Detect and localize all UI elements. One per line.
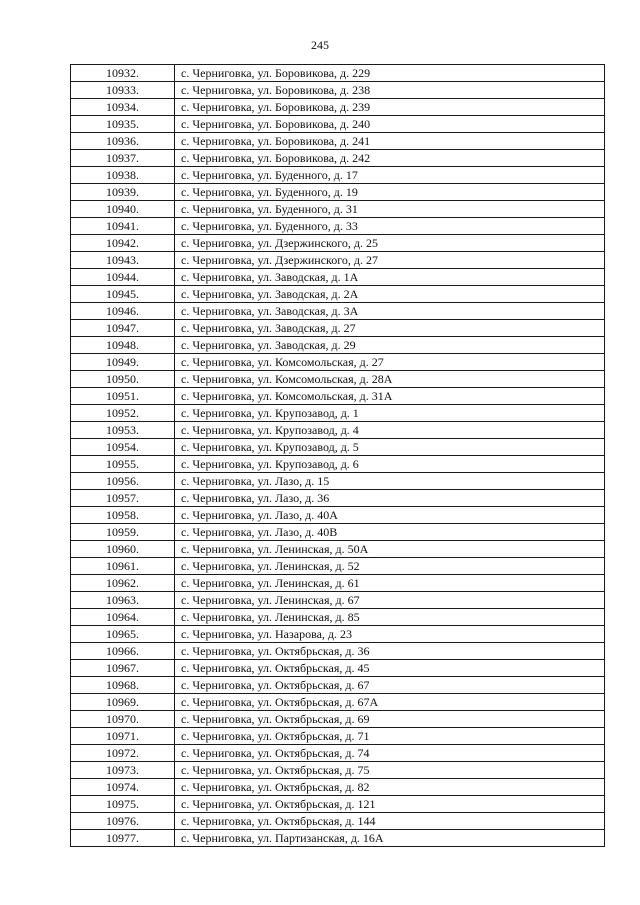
table-row <box>71 150 605 167</box>
row-number: 10967. <box>71 660 175 677</box>
table-row <box>71 252 605 269</box>
table-row <box>71 269 605 286</box>
table-row <box>71 677 605 694</box>
table-row <box>71 558 605 575</box>
row-number: 10965. <box>71 626 175 643</box>
row-address: с. Черниговка, ул. Октябрьская, д. 121 <box>175 796 605 813</box>
table-row <box>71 728 605 745</box>
row-number: 10953. <box>71 422 175 439</box>
row-address: с. Черниговка, ул. Буденного, д. 17 <box>175 167 605 184</box>
table-row <box>71 99 605 116</box>
row-address: с. Черниговка, ул. Комсомольская, д. 31А <box>175 388 605 405</box>
row-address: с. Черниговка, ул. Лазо, д. 15 <box>175 473 605 490</box>
row-number: 10971. <box>71 728 175 745</box>
table-row <box>71 405 605 422</box>
row-number: 10958. <box>71 507 175 524</box>
row-address: с. Черниговка, ул. Ленинская, д. 61 <box>175 575 605 592</box>
row-number: 10935. <box>71 116 175 133</box>
row-number: 10972. <box>71 745 175 762</box>
row-address: с. Черниговка, ул. Буденного, д. 31 <box>175 201 605 218</box>
row-address: с. Черниговка, ул. Дзержинского, д. 27 <box>175 252 605 269</box>
row-number: 10936. <box>71 133 175 150</box>
row-address: с. Черниговка, ул. Заводская, д. 1А <box>175 269 605 286</box>
row-address: с. Черниговка, ул. Октябрьская, д. 144 <box>175 813 605 830</box>
page-number: 245 <box>311 38 329 52</box>
row-address: с. Черниговка, ул. Лазо, д. 36 <box>175 490 605 507</box>
row-number: 10950. <box>71 371 175 388</box>
row-number: 10973. <box>71 762 175 779</box>
table-row <box>71 660 605 677</box>
table-row <box>71 371 605 388</box>
table-row <box>71 303 605 320</box>
row-number: 10942. <box>71 235 175 252</box>
row-address: с. Черниговка, ул. Октябрьская, д. 36 <box>175 643 605 660</box>
row-number: 10934. <box>71 99 175 116</box>
row-address: с. Черниговка, ул. Боровикова, д. 239 <box>175 99 605 116</box>
address-table <box>70 64 605 847</box>
table-row <box>71 830 605 847</box>
row-number: 10968. <box>71 677 175 694</box>
table-row <box>71 456 605 473</box>
row-number: 10966. <box>71 643 175 660</box>
row-number: 10970. <box>71 711 175 728</box>
table-row <box>71 439 605 456</box>
table-row <box>71 286 605 303</box>
row-address: с. Черниговка, ул. Октябрьская, д. 74 <box>175 745 605 762</box>
row-address: с. Черниговка, ул. Октябрьская, д. 45 <box>175 660 605 677</box>
row-number: 10951. <box>71 388 175 405</box>
row-number: 10954. <box>71 439 175 456</box>
table-row <box>71 592 605 609</box>
row-number: 10952. <box>71 405 175 422</box>
table-row <box>71 218 605 235</box>
table-row <box>71 354 605 371</box>
row-number: 10940. <box>71 201 175 218</box>
row-number: 10945. <box>71 286 175 303</box>
table-row <box>71 541 605 558</box>
row-address: с. Черниговка, ул. Крупозавод, д. 4 <box>175 422 605 439</box>
table-row <box>71 167 605 184</box>
row-number: 10960. <box>71 541 175 558</box>
row-address: с. Черниговка, ул. Октябрьская, д. 67А <box>175 694 605 711</box>
row-number: 10956. <box>71 473 175 490</box>
row-number: 10957. <box>71 490 175 507</box>
row-number: 10941. <box>71 218 175 235</box>
row-address: с. Черниговка, ул. Ленинская, д. 85 <box>175 609 605 626</box>
row-address: с. Черниговка, ул. Комсомольская, д. 27 <box>175 354 605 371</box>
row-address: с. Черниговка, ул. Дзержинского, д. 25 <box>175 235 605 252</box>
row-number: 10961. <box>71 558 175 575</box>
row-number: 10963. <box>71 592 175 609</box>
row-address: с. Черниговка, ул. Боровикова, д. 242 <box>175 150 605 167</box>
row-number: 10949. <box>71 354 175 371</box>
row-address: с. Черниговка, ул. Лазо, д. 40В <box>175 524 605 541</box>
table-row <box>71 235 605 252</box>
row-address: с. Черниговка, ул. Комсомольская, д. 28А <box>175 371 605 388</box>
row-address: с. Черниговка, ул. Крупозавод, д. 6 <box>175 456 605 473</box>
table-row <box>71 609 605 626</box>
row-address: с. Черниговка, ул. Октябрьская, д. 67 <box>175 677 605 694</box>
row-address: с. Черниговка, ул. Октябрьская, д. 82 <box>175 779 605 796</box>
row-address: с. Черниговка, ул. Ленинская, д. 50А <box>175 541 605 558</box>
table-row <box>71 694 605 711</box>
row-number: 10969. <box>71 694 175 711</box>
row-number: 10948. <box>71 337 175 354</box>
row-number: 10944. <box>71 269 175 286</box>
table-row <box>71 490 605 507</box>
row-number: 10976. <box>71 813 175 830</box>
row-address: с. Черниговка, ул. Буденного, д. 33 <box>175 218 605 235</box>
row-number: 10943. <box>71 252 175 269</box>
row-address: с. Черниговка, ул. Боровикова, д. 240 <box>175 116 605 133</box>
row-number: 10962. <box>71 575 175 592</box>
table-row <box>71 507 605 524</box>
table-row <box>71 626 605 643</box>
row-address: с. Черниговка, ул. Боровикова, д. 229 <box>175 65 605 82</box>
row-address: с. Черниговка, ул. Заводская, д. 3А <box>175 303 605 320</box>
row-number: 10955. <box>71 456 175 473</box>
table-row <box>71 762 605 779</box>
row-address: с. Черниговка, ул. Боровикова, д. 241 <box>175 133 605 150</box>
row-address: с. Черниговка, ул. Октябрьская, д. 75 <box>175 762 605 779</box>
row-number: 10932. <box>71 65 175 82</box>
row-address: с. Черниговка, ул. Ленинская, д. 67 <box>175 592 605 609</box>
row-address: с. Черниговка, ул. Боровикова, д. 238 <box>175 82 605 99</box>
row-address: с. Черниговка, ул. Октябрьская, д. 71 <box>175 728 605 745</box>
row-address: с. Черниговка, ул. Назарова, д. 23 <box>175 626 605 643</box>
row-number: 10959. <box>71 524 175 541</box>
table-row <box>71 575 605 592</box>
row-address: с. Черниговка, ул. Партизанская, д. 16А <box>175 830 605 847</box>
table-row <box>71 65 605 82</box>
table-row <box>71 201 605 218</box>
table-row <box>71 337 605 354</box>
row-address: с. Черниговка, ул. Ленинская, д. 52 <box>175 558 605 575</box>
table-row <box>71 388 605 405</box>
row-number: 10933. <box>71 82 175 99</box>
row-number: 10938. <box>71 167 175 184</box>
table-row <box>71 82 605 99</box>
row-number: 10946. <box>71 303 175 320</box>
table-row <box>71 796 605 813</box>
row-address: с. Черниговка, ул. Лазо, д. 40А <box>175 507 605 524</box>
table-row <box>71 473 605 490</box>
table-row <box>71 779 605 796</box>
row-number: 10974. <box>71 779 175 796</box>
row-address: с. Черниговка, ул. Октябрьская, д. 69 <box>175 711 605 728</box>
row-address: с. Черниговка, ул. Крупозавод, д. 5 <box>175 439 605 456</box>
table-row <box>71 133 605 150</box>
table-row <box>71 745 605 762</box>
table-row <box>71 320 605 337</box>
row-number: 10975. <box>71 796 175 813</box>
table-row <box>71 184 605 201</box>
address-table-body <box>71 65 605 847</box>
table-row <box>71 643 605 660</box>
table-row <box>71 422 605 439</box>
row-address: с. Черниговка, ул. Заводская, д. 2А <box>175 286 605 303</box>
table-row <box>71 813 605 830</box>
row-address: с. Черниговка, ул. Крупозавод, д. 1 <box>175 405 605 422</box>
table-row <box>71 524 605 541</box>
table-row <box>71 711 605 728</box>
row-number: 10939. <box>71 184 175 201</box>
row-number: 10937. <box>71 150 175 167</box>
table-row <box>71 116 605 133</box>
row-address: с. Черниговка, ул. Заводская, д. 29 <box>175 337 605 354</box>
row-address: с. Черниговка, ул. Заводская, д. 27 <box>175 320 605 337</box>
row-address: с. Черниговка, ул. Буденного, д. 19 <box>175 184 605 201</box>
row-number: 10947. <box>71 320 175 337</box>
row-number: 10977. <box>71 830 175 847</box>
row-number: 10964. <box>71 609 175 626</box>
